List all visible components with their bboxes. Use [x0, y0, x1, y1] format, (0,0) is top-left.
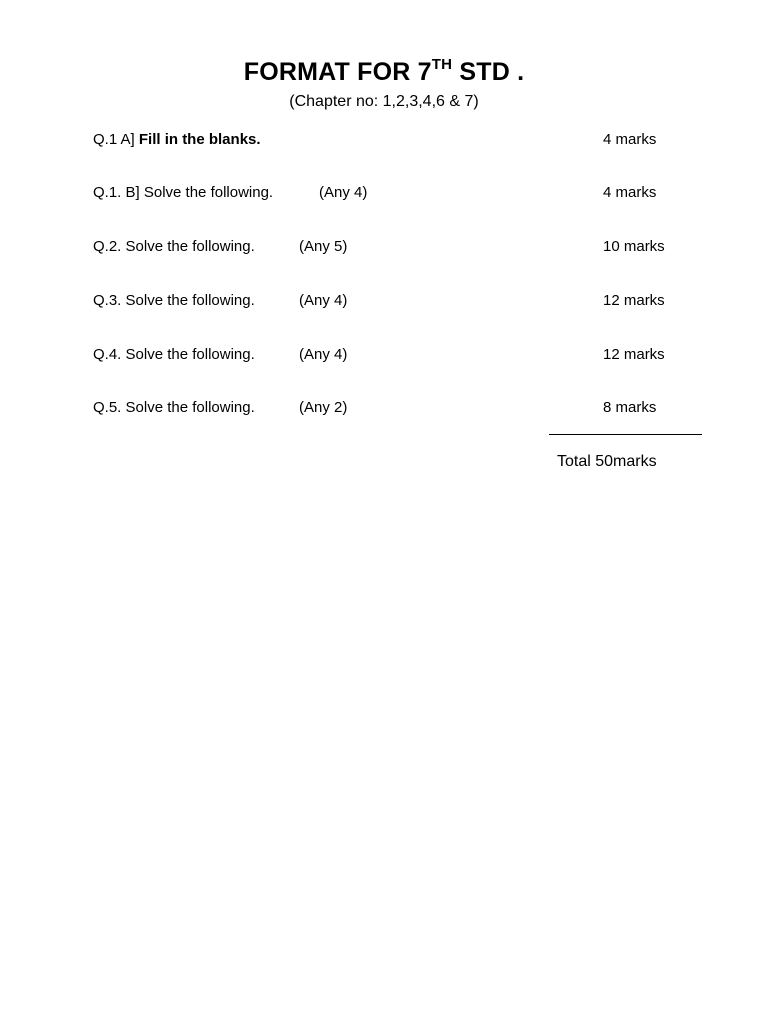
question-text: Solve the following. [125, 292, 255, 309]
question-number: Q.4. [93, 346, 126, 363]
question-label [93, 292, 255, 309]
title-tail: STD . [452, 58, 525, 86]
question-any-count: (Any 4) [299, 346, 348, 363]
chapter-subtitle: (Chapter no: 1,2,3,4,6 & 7) [289, 93, 479, 110]
question-number: Q.1 A] [93, 131, 139, 148]
question-any-count: (Any 5) [299, 238, 348, 255]
question-row-q4 [0, 346, 768, 366]
question-marks: 12 marks [603, 292, 665, 309]
question-any-count: (Any 4) [319, 184, 368, 201]
question-any-count: (Any 4) [299, 292, 348, 309]
question-row-q1b [0, 184, 768, 204]
question-label [93, 238, 255, 255]
title-superscript: TH [431, 56, 453, 73]
question-number: Q.5. [93, 399, 126, 416]
question-text: Fill in the blanks. [138, 131, 261, 148]
question-text: Solve the following. [143, 184, 274, 201]
question-number: Q.1. B] [93, 184, 144, 201]
question-number: Q.2. [93, 238, 126, 255]
question-marks: 4 marks [603, 131, 657, 148]
question-label [93, 399, 255, 416]
question-text: Solve the following. [125, 399, 255, 416]
question-marks: 4 marks [603, 184, 657, 201]
title-main: FORMAT FOR 7 [243, 58, 432, 86]
question-label [93, 184, 273, 201]
question-row-q3 [0, 292, 768, 312]
question-marks: 12 marks [603, 346, 665, 363]
total-divider [549, 434, 702, 435]
question-label [93, 131, 261, 148]
total-marks: Total 50marks [557, 453, 657, 470]
question-label [93, 346, 255, 363]
question-row-q1a [0, 131, 768, 151]
question-row-q2 [0, 238, 768, 258]
page-title [0, 58, 768, 87]
question-number: Q.3. [93, 292, 126, 309]
question-text: Solve the following. [125, 238, 255, 255]
question-text: Solve the following. [125, 346, 255, 363]
question-any-count: (Any 2) [299, 399, 348, 416]
question-marks: 8 marks [603, 399, 657, 416]
question-marks: 10 marks [603, 238, 665, 255]
question-row-q5 [0, 399, 768, 419]
